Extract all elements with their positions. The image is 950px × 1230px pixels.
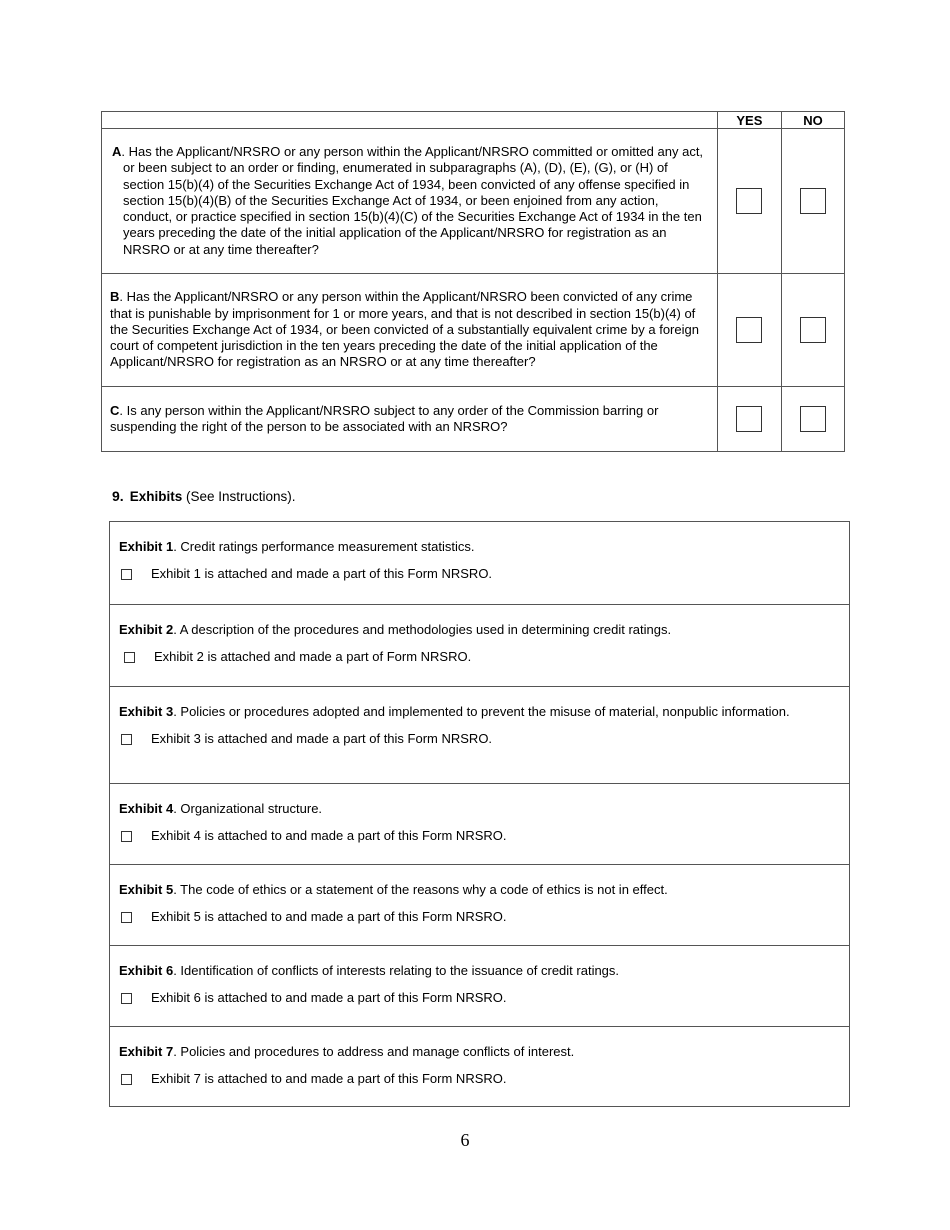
exhibit-checkbox[interactable] xyxy=(124,652,135,663)
no-checkbox[interactable] xyxy=(800,406,826,432)
exhibit-checkbox[interactable] xyxy=(121,734,132,745)
exhibit-title xyxy=(119,621,839,638)
section-number: 9. xyxy=(112,488,124,504)
no-cell xyxy=(781,387,844,452)
section-title: Exhibits xyxy=(129,489,183,504)
question-text xyxy=(102,144,717,257)
exhibit-row xyxy=(110,522,849,604)
exhibit-label: Exhibit 3 xyxy=(119,704,174,719)
question-row-c xyxy=(102,387,845,452)
yes-cell xyxy=(717,274,781,387)
exhibit-checkbox[interactable] xyxy=(121,1074,132,1085)
question-cell xyxy=(102,274,718,387)
exhibit-label: Exhibit 4 xyxy=(119,801,174,816)
exhibit-attached-label: Exhibit 3 is attached and made a part of this Form NRSRO. xyxy=(151,731,493,746)
question-cell xyxy=(102,387,718,452)
exhibit-title xyxy=(119,962,839,979)
exhibit-label: Exhibit 2 xyxy=(119,622,174,637)
exhibit-description: . Organizational structure. xyxy=(173,801,323,816)
question-letter: A xyxy=(112,144,122,160)
no-cell xyxy=(781,129,844,274)
no-checkbox[interactable] xyxy=(800,317,826,343)
question-text xyxy=(102,289,717,370)
exhibit-description: . The code of ethics or a statement of the reasons why a code of ethics is not in effect. xyxy=(173,882,668,897)
exhibit-row xyxy=(110,686,849,783)
question-body: . Has the Applicant/NRSRO or any person within the Applicant/NRSRO been convicted of any crime that is punishable by imprisonment for 1 or more years, and that is not described in section 15(b)(4) of the Securities Exchange Act of 1934, or been convicted of a substantially equivalent crime by a foreign court of competent jurisdiction in the ten years preceding the date of the initial application of the Applicant/NRSRO for registration as an NRSRO or at any time thereafter? xyxy=(110,289,699,370)
exhibit-label: Exhibit 1 xyxy=(119,539,174,554)
exhibit-description: . A description of the procedures and methodologies used in determining credit ratings. xyxy=(173,622,672,637)
exhibit-attached-label: Exhibit 7 is attached to and made a part of this Form NRSRO. xyxy=(151,1071,507,1086)
exhibits-table xyxy=(109,521,850,1107)
exhibit-attached-option xyxy=(119,909,839,925)
exhibit-row xyxy=(110,783,849,864)
question-letter: C xyxy=(110,402,120,418)
exhibit-attached-option xyxy=(119,828,839,844)
exhibit-checkbox[interactable] xyxy=(121,993,132,1004)
exhibit-title xyxy=(119,538,839,555)
yes-checkbox[interactable] xyxy=(736,317,762,343)
question-text xyxy=(102,403,717,435)
exhibit-attached-label: Exhibit 6 is attached to and made a part of this Form NRSRO. xyxy=(151,990,507,1005)
exhibit-attached-label: Exhibit 1 is attached and made a part of this Form NRSRO. xyxy=(151,566,493,581)
question-cell xyxy=(102,129,718,274)
exhibit-checkbox[interactable] xyxy=(121,912,132,923)
exhibit-attached-option xyxy=(119,1071,839,1087)
table-header-row xyxy=(102,112,845,129)
question-row-a xyxy=(102,129,845,274)
exhibit-attached-option xyxy=(119,731,839,747)
exhibit-attached-option xyxy=(119,990,839,1006)
question-body: . Is any person within the Applicant/NRSRO subject to any order of the Commission barring or suspending the right of the person to be associated with an NRSRO? xyxy=(110,402,659,434)
yes-cell xyxy=(717,129,781,274)
yes-cell xyxy=(717,387,781,452)
question-header-cell xyxy=(102,112,718,129)
question-body: . Has the Applicant/NRSRO or any person within the Applicant/NRSRO committed or omitted any act, or been subject to an order or finding, enumerated in subparagraphs (A), (D), (E), (G), or (H) of section 15(b)(4) of the Securities Exchange Act of 1934, been convicted of any offense specified in section 15(b)(4)(B) of the Securities Exchange Act of 1934, or been enjoined from any action, conduct, or practice specified in section 15(b)(4)(C) of the Securities Exchange Act of 1934 in the ten years preceding the date of the initial application of the Applicant/NRSRO for registration as an NRSRO or at any time thereafter? xyxy=(121,144,704,257)
exhibit-label: Exhibit 7 xyxy=(119,1044,174,1059)
no-header: NO xyxy=(781,112,844,129)
exhibit-label: Exhibit 6 xyxy=(119,963,174,978)
exhibit-description: . Identification of conflicts of interests relating to the issuance of credit ratings. xyxy=(173,963,620,978)
exhibit-row xyxy=(110,1026,849,1106)
exhibit-title xyxy=(119,703,839,720)
yes-checkbox[interactable] xyxy=(736,188,762,214)
no-checkbox[interactable] xyxy=(800,188,826,214)
exhibit-attached-option xyxy=(119,566,839,582)
exhibit-title xyxy=(119,1043,839,1060)
exhibit-attached-label: Exhibit 2 is attached and made a part of Form NRSRO. xyxy=(154,649,472,664)
question-letter: B xyxy=(110,289,120,305)
yes-header: YES xyxy=(717,112,781,129)
exhibit-row xyxy=(110,604,849,686)
exhibit-attached-label: Exhibit 5 is attached to and made a part of this Form NRSRO. xyxy=(151,909,507,924)
exhibit-label: Exhibit 5 xyxy=(119,882,174,897)
exhibit-description: . Policies or procedures adopted and implemented to prevent the misuse of material, nonpublic information. xyxy=(173,704,790,719)
no-cell xyxy=(781,274,844,387)
exhibit-title xyxy=(119,881,839,898)
page-number: 6 xyxy=(460,1130,470,1150)
section-note: (See Instructions). xyxy=(182,489,296,504)
exhibit-row xyxy=(110,864,849,945)
exhibit-title xyxy=(119,800,839,817)
exhibit-description: . Credit ratings performance measurement statistics. xyxy=(173,539,475,554)
yes-checkbox[interactable] xyxy=(736,406,762,432)
exhibit-attached-option xyxy=(119,649,839,665)
exhibit-row xyxy=(110,945,849,1026)
question-row-b xyxy=(102,274,845,387)
exhibit-checkbox[interactable] xyxy=(121,831,132,842)
section-heading xyxy=(112,488,296,504)
exhibit-description: . Policies and procedures to address and manage conflicts of interest. xyxy=(173,1044,575,1059)
exhibit-checkbox[interactable] xyxy=(121,569,132,580)
disclosure-questions-table xyxy=(101,111,845,452)
exhibit-attached-label: Exhibit 4 is attached to and made a part of this Form NRSRO. xyxy=(151,828,507,843)
